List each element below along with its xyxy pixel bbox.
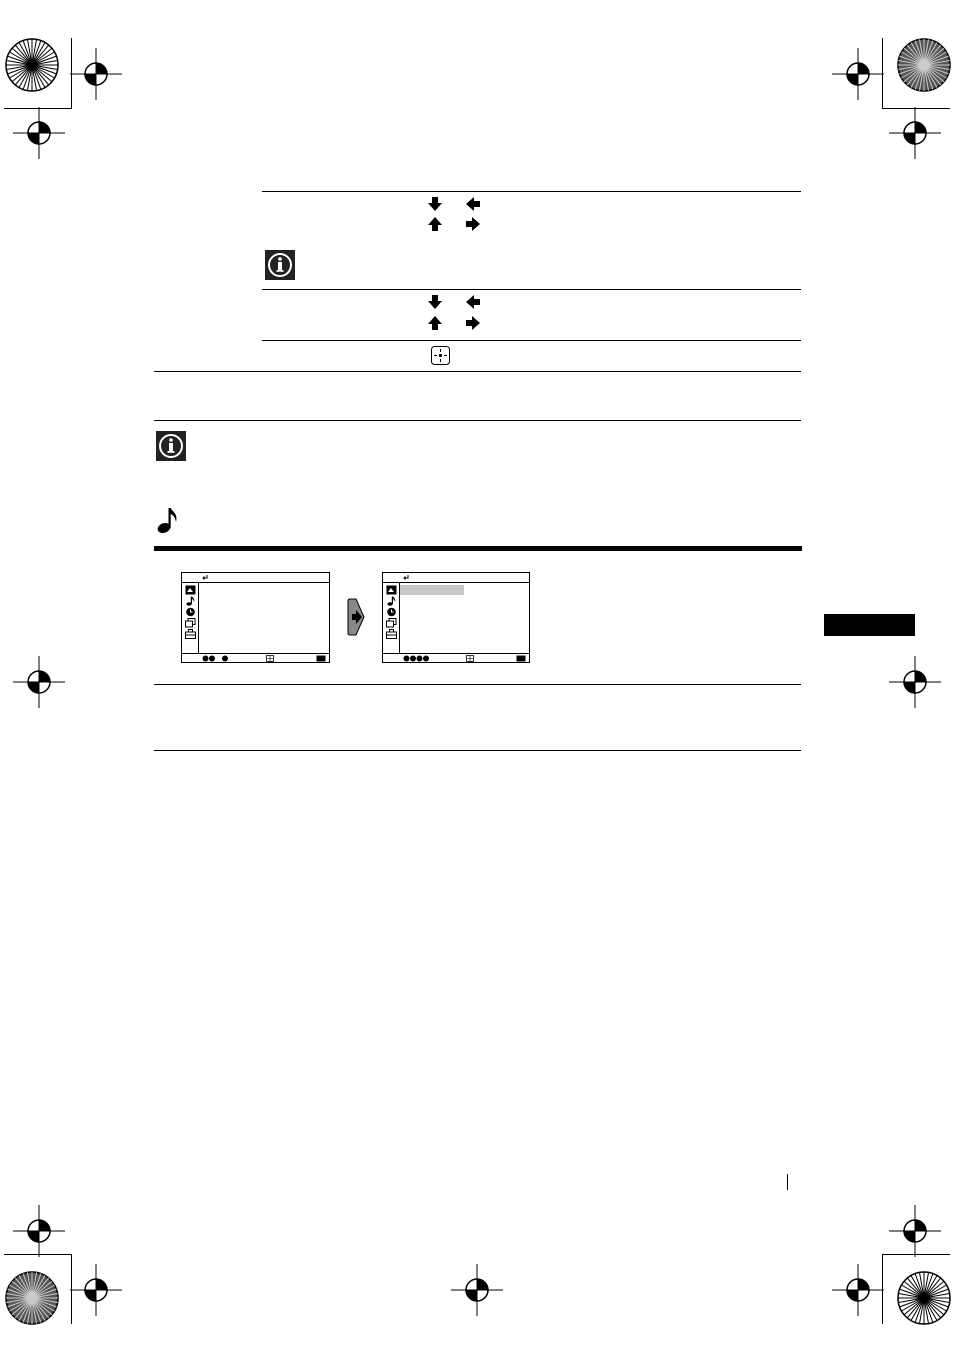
timer-menu-icon [185, 607, 196, 617]
return-icon [201, 574, 209, 582]
menu-highlight [400, 585, 464, 595]
table-rule [262, 191, 801, 192]
registration-sunburst-bottom-left [4, 1270, 60, 1326]
section-rule [154, 420, 801, 421]
registration-sunburst-bottom-right [896, 1270, 952, 1326]
page-number-divider [787, 1174, 788, 1190]
ok-button-icon [466, 655, 474, 662]
arrow-right-icon [465, 315, 481, 331]
arrow-left-icon [465, 294, 481, 310]
picture-menu-icon [386, 585, 397, 595]
registration-target-top-right-1 [832, 48, 884, 100]
menu-button-icon [516, 655, 526, 662]
registration-target-middle-left [13, 656, 65, 708]
section-rule [154, 750, 801, 751]
nav-buttons-icon [202, 655, 232, 662]
music-note-icon [157, 506, 179, 534]
registration-target-bottom-right-1 [889, 1205, 941, 1257]
table-rule [262, 340, 801, 341]
registration-target-top-left-2 [13, 107, 65, 159]
nav-buttons-icon [403, 655, 430, 662]
registration-sunburst-top-right [896, 37, 952, 93]
registration-target-bottom-right-2 [832, 1264, 884, 1316]
info-icon [156, 431, 186, 461]
sound-menu-screen-after [382, 572, 530, 663]
ok-button-icon [266, 655, 274, 662]
registration-target-bottom-left-2 [70, 1264, 122, 1316]
section-tab [824, 614, 915, 636]
setup-menu-icon [386, 618, 397, 628]
ok-button-icon [431, 346, 450, 365]
registration-sunburst-top-left [4, 37, 60, 93]
arrow-right-icon [465, 216, 481, 232]
music-note-icon [185, 596, 196, 606]
next-arrow-icon [347, 598, 365, 636]
sound-menu-screen-before [181, 572, 330, 663]
arrow-up-icon [427, 315, 443, 331]
registration-target-middle-right [889, 656, 941, 708]
section-rule [154, 684, 801, 685]
setup-menu-icon [185, 618, 196, 628]
table-rule [262, 289, 801, 290]
toolbox-menu-icon [386, 629, 397, 639]
registration-target-bottom-center [451, 1264, 503, 1316]
section-rule [154, 371, 801, 372]
arrow-down-icon [427, 294, 443, 310]
registration-target-top-right-2 [889, 107, 941, 159]
toolbox-menu-icon [185, 629, 196, 639]
arrow-left-icon [465, 196, 481, 212]
music-note-icon [386, 596, 397, 606]
arrow-up-icon [427, 216, 443, 232]
crop-mark [4, 1254, 72, 1255]
return-icon [402, 574, 410, 582]
arrow-down-icon [427, 196, 443, 212]
registration-target-bottom-left-1 [13, 1205, 65, 1257]
menu-button-icon [316, 655, 326, 662]
registration-target-top-left-1 [70, 48, 122, 100]
section-heading-bar [154, 546, 802, 551]
picture-menu-icon [185, 585, 196, 595]
info-icon [265, 250, 295, 280]
timer-menu-icon [386, 607, 397, 617]
crop-mark [882, 1254, 950, 1255]
